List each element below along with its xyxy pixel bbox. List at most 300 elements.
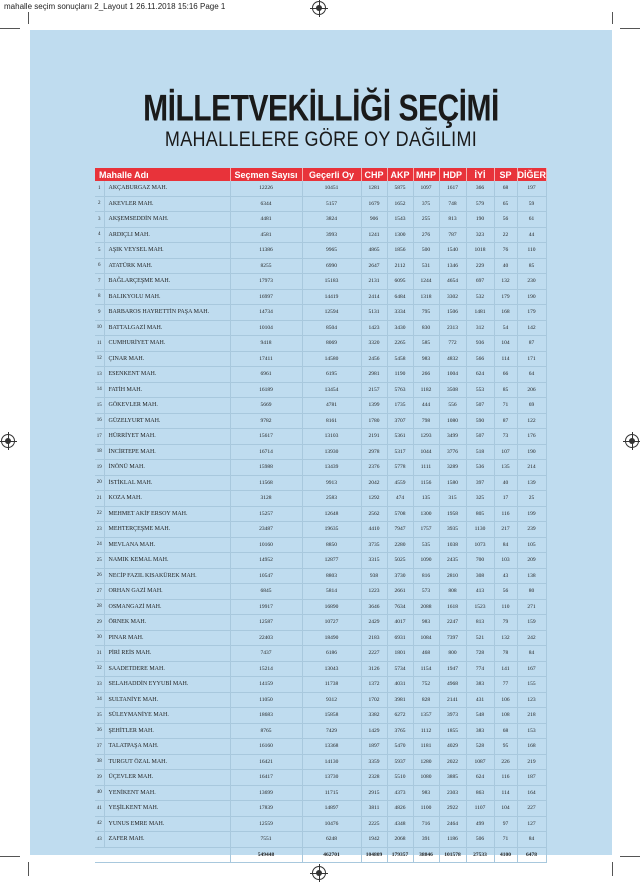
table-cell: 579 [466,196,494,212]
results-table [95,168,547,863]
neighborhood-name: SAADETDERE MAH. [104,661,230,677]
table-cell: 5157 [302,196,361,212]
page-subtitle: MAHALLELERE GÖRE OY DAĞILIMI [164,127,478,151]
row-number: 38 [95,754,104,770]
row-number: 43 [95,832,104,848]
table-cell: 774 [466,661,494,677]
table-cell: 444 [413,398,439,414]
table-cell: 190 [517,444,546,460]
table-cell: 8765 [230,723,302,739]
table-row [95,599,546,615]
table-cell: 159 [517,615,546,631]
neighborhood-name: CUMHURİYET MAH. [104,336,230,352]
table-cell: 219 [517,754,546,770]
table-cell: 3430 [387,320,413,336]
table-cell: 1580 [439,475,466,491]
row-number: 33 [95,677,104,693]
table-cell: 518 [466,444,494,460]
neighborhood-name: ESENKENT MAH. [104,367,230,383]
table-cell: 18490 [302,630,361,646]
table-cell: 700 [466,553,494,569]
table-cell: 16189 [230,382,302,398]
table-cell: 135 [494,460,517,476]
table-cell: 16417 [230,770,302,786]
column-header: HDP [439,168,466,181]
row-number: 28 [95,599,104,615]
table-cell: 3765 [387,723,413,739]
table-cell: 531 [413,258,439,274]
table-cell: 209 [517,553,546,569]
table-cell: 5778 [387,460,413,476]
neighborhood-name: AŞIK VEYSEL MAH. [104,243,230,259]
table-cell: 2456 [361,351,387,367]
table-cell: 573 [413,584,439,600]
table-cell: 1429 [361,723,387,739]
table-row [95,553,546,569]
row-number: 14 [95,382,104,398]
neighborhood-name: TALATPAŞA MAH. [104,739,230,755]
table-cell: 3315 [361,553,387,569]
table-cell: 17973 [230,274,302,290]
table-cell: 1618 [439,599,466,615]
table-cell: 15257 [230,506,302,522]
table-cell: 44 [517,227,546,243]
row-number: 3 [95,212,104,228]
table-cell: 1100 [413,801,439,817]
table-cell: 4826 [387,801,413,817]
row-number: 23 [95,522,104,538]
table-cell: 5708 [387,506,413,522]
table-cell: 7437 [230,646,302,662]
table-cell: 66 [494,367,517,383]
table-cell: 78 [494,646,517,662]
table-cell: 1357 [413,708,439,724]
total-row [95,847,546,863]
table-cell: 1757 [413,522,439,538]
table-cell: 65 [494,196,517,212]
table-cell: 1942 [361,832,387,848]
table-cell: 1038 [439,537,466,553]
table-row [95,677,546,693]
neighborhood-name: KOZA MAH. [104,491,230,507]
neighborhood-name: İSTİKLAL MAH. [104,475,230,491]
table-cell: 12594 [302,305,361,321]
table-cell: 17411 [230,351,302,367]
table-cell: 3320 [361,336,387,352]
table-row [95,661,546,677]
table-cell: 397 [466,475,494,491]
table-cell: 3499 [439,429,466,445]
table-cell: 114 [494,351,517,367]
column-header: CHP [361,168,387,181]
table-row [95,181,546,196]
table-cell: 25 [517,491,546,507]
table-row [95,274,546,290]
table-cell: 1679 [361,196,387,212]
table-cell: 138 [517,568,546,584]
table-cell: 2183 [361,630,387,646]
table-cell: 103 [494,553,517,569]
table-cell: 179 [494,289,517,305]
row-number: 40 [95,785,104,801]
column-header: Mahalle Adı [95,168,230,181]
table-cell: 3707 [387,413,413,429]
table-cell: 1399 [361,398,387,414]
table-cell: 16714 [230,444,302,460]
table-cell: 3334 [387,305,413,321]
table-cell: 413 [466,584,494,600]
table-cell: 155 [517,677,546,693]
table-cell: 56 [494,212,517,228]
table-cell: 4373 [387,785,413,801]
table-cell: 2280 [387,537,413,553]
total-label-cell [95,847,230,863]
row-number: 9 [95,305,104,321]
table-row [95,816,546,832]
table-cell: 10104 [230,320,302,336]
table-cell: 6961 [230,367,302,383]
registration-mark-left-icon [1,434,15,448]
table-cell: 199 [517,506,546,522]
neighborhood-name: HÜRRİYET MAH. [104,429,230,445]
table-cell: 12559 [230,816,302,832]
table-cell: 10547 [230,568,302,584]
table-cell: 1073 [466,537,494,553]
table-cell: 3289 [439,460,466,476]
table-cell: 752 [413,677,439,693]
table-cell: 5510 [387,770,413,786]
table-cell: 266 [413,367,439,383]
table-row [95,692,546,708]
neighborhood-name: ÖRNEK MAH. [104,615,230,631]
table-cell: 4654 [439,274,466,290]
registration-mark-right-icon [625,434,639,448]
table-cell: 2376 [361,460,387,476]
neighborhood-name: MEVLANA MAH. [104,537,230,553]
neighborhood-name: SULTANİYE MAH. [104,692,230,708]
table-cell: 15183 [302,274,361,290]
table-cell: 61 [517,212,546,228]
neighborhood-name: MEHTERÇEŞME MAH. [104,522,230,538]
neighborhood-name: PİRİ REİS MAH. [104,646,230,662]
table-cell: 1780 [361,413,387,429]
table-cell: 536 [466,460,494,476]
table-row [95,739,546,755]
table-cell: 2583 [302,491,361,507]
row-number: 19 [95,460,104,476]
table-cell: 171 [517,351,546,367]
table-cell: 9965 [302,243,361,259]
neighborhood-name: ORHAN GAZİ MAH. [104,584,230,600]
table-cell: 1156 [413,475,439,491]
registration-mark-bottom-icon [312,866,326,880]
table-cell: 624 [466,367,494,383]
table-cell: 168 [517,739,546,755]
table-cell: 3885 [439,770,466,786]
table-cell: 585 [413,336,439,352]
table-cell: 4559 [387,475,413,491]
total-cell: 27533 [466,847,494,863]
table-cell: 13930 [302,444,361,460]
table-cell: 23487 [230,522,302,538]
table-cell: 1856 [387,243,413,259]
total-cell: 104809 [361,847,387,863]
table-row [95,460,546,476]
table-cell: 142 [517,320,546,336]
table-cell: 1292 [361,491,387,507]
row-number: 1 [95,181,104,196]
table-cell: 1097 [413,181,439,196]
table-cell: 59 [517,196,546,212]
table-cell: 506 [466,832,494,848]
table-cell: 8161 [302,413,361,429]
row-number: 27 [95,584,104,600]
table-cell: 521 [466,630,494,646]
table-cell: 1190 [387,367,413,383]
table-cell: 56 [494,584,517,600]
table-row [95,646,546,662]
table-cell: 507 [466,429,494,445]
row-number: 34 [95,692,104,708]
table-cell: 15214 [230,661,302,677]
table-cell: 2922 [439,801,466,817]
neighborhood-name: ÇINAR MAH. [104,351,230,367]
table-row [95,429,546,445]
table-cell: 1223 [361,584,387,600]
table-cell: 123 [517,692,546,708]
column-header: Geçerli Oy [302,168,361,181]
table-cell: 19917 [230,599,302,615]
table-cell: 748 [439,196,466,212]
table-cell: 383 [466,677,494,693]
table-cell: 105 [517,537,546,553]
table-cell: 938 [361,568,387,584]
table-cell: 141 [494,661,517,677]
table-cell: 323 [466,227,494,243]
table-cell: 308 [466,568,494,584]
table-row [95,770,546,786]
table-row [95,196,546,212]
table-row [95,289,546,305]
table-cell: 4481 [230,212,302,228]
crop-mark-icon [620,856,640,857]
row-number: 41 [95,801,104,817]
table-cell: 122 [517,413,546,429]
row-number: 5 [95,243,104,259]
table-row [95,212,546,228]
table-cell: 828 [413,692,439,708]
table-cell: 5470 [387,739,413,755]
print-slug: mahalle seçim sonuçlarıı 2_Layout 1 26.11.2018 15:16 Page 1 [4,2,226,11]
neighborhood-name: İNCİRTEPE MAH. [104,444,230,460]
table-cell: 2562 [361,506,387,522]
table-cell: 15617 [230,429,302,445]
table-cell: 190 [466,212,494,228]
table-cell: 1855 [439,723,466,739]
table-cell: 13043 [302,661,361,677]
table-row [95,754,546,770]
table-cell: 73 [494,429,517,445]
table-row [95,832,546,848]
table-cell: 5131 [361,305,387,321]
table-cell: 11715 [302,785,361,801]
table-cell: 230 [517,274,546,290]
table-cell: 808 [439,584,466,600]
table-cell: 6845 [230,584,302,600]
table-cell: 226 [494,754,517,770]
table-cell: 22403 [230,630,302,646]
table-cell: 795 [413,305,439,321]
column-header: DİĞER [517,169,547,180]
neighborhood-name: İNÖNÜ MAH. [104,460,230,476]
row-number: 37 [95,739,104,755]
table-cell: 6095 [387,274,413,290]
table-cell: 168 [494,305,517,321]
table-cell: 1084 [413,630,439,646]
table-cell: 2131 [361,274,387,290]
table-cell: 239 [517,522,546,538]
table-cell: 12648 [302,506,361,522]
table-cell: 77 [494,677,517,693]
table-row [95,444,546,460]
table-cell: 5814 [302,584,361,600]
table-cell: 474 [387,491,413,507]
table-cell: 276 [413,227,439,243]
table-cell: 132 [494,274,517,290]
table-cell: 116 [494,506,517,522]
table-cell: 7634 [387,599,413,615]
table-cell: 1044 [413,444,439,460]
table-cell: 6195 [302,367,361,383]
table-cell: 10451 [302,181,361,196]
table-cell: 13730 [302,770,361,786]
table-cell: 6272 [387,708,413,724]
table-row [95,398,546,414]
table-cell: 4581 [230,227,302,243]
table-cell: 528 [466,739,494,755]
table-row [95,305,546,321]
table-cell: 468 [413,646,439,662]
table-cell: 17 [494,491,517,507]
table-cell: 1087 [466,754,494,770]
table-cell: 548 [466,708,494,724]
table-cell: 2328 [361,770,387,786]
table-row [95,708,546,724]
table-cell: 728 [466,646,494,662]
table-cell: 1958 [439,506,466,522]
table-row [95,320,546,336]
table-cell: 135 [413,491,439,507]
table-cell: 4017 [387,615,413,631]
table-row [95,227,546,243]
row-number: 29 [95,615,104,631]
table-cell: 11050 [230,692,302,708]
table-cell: 8504 [302,320,361,336]
table-cell: 1300 [387,227,413,243]
table-cell: 64 [517,367,546,383]
table-cell: 43 [494,568,517,584]
table-cell: 5763 [387,382,413,398]
table-cell: 13454 [302,382,361,398]
neighborhood-name: YENİKENT MAH. [104,785,230,801]
table-cell: 6484 [387,289,413,305]
table-cell: 3811 [361,801,387,817]
neighborhood-name: SÜLEYMANİYE MAH. [104,708,230,724]
table-cell: 1652 [387,196,413,212]
table-cell: 1281 [361,181,387,196]
neighborhood-name: AKEVLER MAH. [104,196,230,212]
table-cell: 366 [466,181,494,196]
table-cell: 13699 [230,785,302,801]
table-cell: 80 [517,584,546,600]
table-cell: 315 [439,491,466,507]
table-cell: 3126 [361,661,387,677]
table-body [95,181,546,863]
table-cell: 4968 [439,677,466,693]
table-cell: 5669 [230,398,302,414]
row-number: 18 [95,444,104,460]
table-cell: 132 [494,630,517,646]
table-cell: 14580 [302,351,361,367]
table-cell: 14159 [230,677,302,693]
table-cell: 1481 [466,305,494,321]
table-cell: 800 [439,646,466,662]
neighborhood-name: NAMIK KEMAL MAH. [104,553,230,569]
table-cell: 2810 [439,568,466,584]
crop-mark-icon [28,862,29,876]
table-cell: 1090 [413,553,439,569]
table-cell: 1300 [413,506,439,522]
table-cell: 1280 [413,754,439,770]
table-cell: 1735 [387,398,413,414]
table-cell: 499 [466,816,494,832]
table-cell: 1702 [361,692,387,708]
table-cell: 863 [466,785,494,801]
table-cell: 4832 [439,351,466,367]
table-cell: 1154 [413,661,439,677]
table-cell: 391 [413,832,439,848]
table-cell: 624 [466,770,494,786]
table-cell: 805 [466,506,494,522]
table-cell: 431 [466,692,494,708]
table-cell: 3128 [230,491,302,507]
table-row [95,723,546,739]
table-cell: 5734 [387,661,413,677]
table-row [95,630,546,646]
table-cell: 1004 [439,367,466,383]
table-cell: 10160 [230,537,302,553]
table-cell: 12226 [230,181,302,196]
row-number: 7 [95,274,104,290]
neighborhood-name: BARBAROS HAYRETTİN PAŞA MAH. [104,305,230,321]
table-cell: 7551 [230,832,302,848]
total-cell: 38846 [413,847,439,863]
table-cell: 5458 [387,351,413,367]
row-number: 15 [95,398,104,414]
table-cell: 9418 [230,336,302,352]
table-cell: 5361 [387,429,413,445]
table-cell: 1506 [439,305,466,321]
total-cell: 179357 [387,847,413,863]
table-cell: 2981 [361,367,387,383]
table-cell: 383 [466,723,494,739]
table-cell: 4348 [387,816,413,832]
row-number: 32 [95,661,104,677]
table-cell: 2414 [361,289,387,305]
table-cell: 500 [413,243,439,259]
row-number: 25 [95,553,104,569]
table-cell: 271 [517,599,546,615]
